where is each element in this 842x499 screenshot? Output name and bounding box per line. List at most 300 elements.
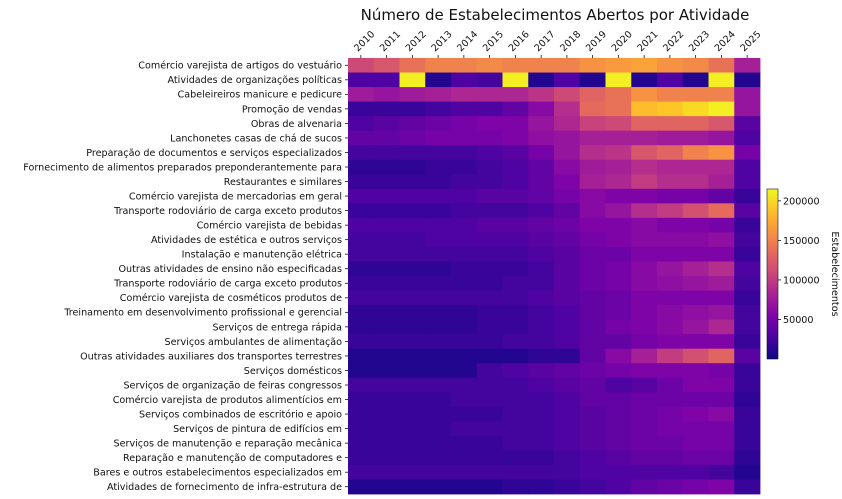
heatmap-cell bbox=[554, 73, 580, 88]
heatmap-cell bbox=[631, 189, 657, 204]
heatmap-cell bbox=[709, 349, 735, 364]
heatmap-cell bbox=[400, 378, 426, 393]
heatmap-cell bbox=[606, 378, 632, 393]
heatmap-cell bbox=[425, 58, 451, 73]
heatmap-cell bbox=[425, 363, 451, 378]
heatmap-cell bbox=[734, 116, 760, 131]
heatmap-cell bbox=[400, 407, 426, 422]
heatmap-cell bbox=[477, 261, 503, 276]
heatmap-cell bbox=[425, 261, 451, 276]
heatmap-cell bbox=[734, 189, 760, 204]
heatmap-cell bbox=[554, 305, 580, 320]
heatmap-cell bbox=[503, 291, 529, 306]
colorbar-tick-label: 200000 bbox=[783, 196, 820, 208]
heatmap-cell bbox=[477, 189, 503, 204]
heatmap-cell bbox=[631, 102, 657, 117]
heatmap-cell bbox=[503, 116, 529, 131]
y-tick-label: Comércio varejista de bebidas bbox=[196, 220, 342, 232]
heatmap-cell bbox=[374, 261, 400, 276]
y-tick-label: Cabeleireiros manicure e pedicure bbox=[177, 89, 342, 101]
heatmap-cell bbox=[400, 232, 426, 247]
heatmap-cell bbox=[374, 479, 400, 494]
heatmap-cell bbox=[631, 87, 657, 102]
heatmap-cell bbox=[734, 261, 760, 276]
heatmap-cell bbox=[554, 87, 580, 102]
heatmap-cell bbox=[348, 276, 374, 291]
heatmap-cell bbox=[683, 131, 709, 146]
heatmap-cell bbox=[554, 363, 580, 378]
heatmap-cell bbox=[631, 421, 657, 436]
heatmap-cell bbox=[606, 276, 632, 291]
heatmap-cell bbox=[400, 189, 426, 204]
heatmap-cell bbox=[425, 450, 451, 465]
heatmap-cell bbox=[580, 421, 606, 436]
heatmap-cell bbox=[683, 160, 709, 175]
heatmap-cell bbox=[503, 349, 529, 364]
heatmap-cell bbox=[734, 378, 760, 393]
heatmap-cell bbox=[606, 320, 632, 335]
heatmap-cell bbox=[631, 276, 657, 291]
heatmap-cell bbox=[451, 276, 477, 291]
heatmap-cell bbox=[374, 87, 400, 102]
heatmap-cell bbox=[709, 407, 735, 422]
heatmap-cell bbox=[503, 276, 529, 291]
x-tick-label: 2021 bbox=[635, 29, 661, 55]
heatmap-cell bbox=[425, 247, 451, 262]
heatmap-cell bbox=[477, 334, 503, 349]
heatmap-cell bbox=[348, 320, 374, 335]
heatmap-cell bbox=[528, 160, 554, 175]
heatmap-cell bbox=[528, 436, 554, 451]
heatmap-cell bbox=[606, 479, 632, 494]
heatmap-cell bbox=[734, 436, 760, 451]
heatmap-cell bbox=[683, 58, 709, 73]
heatmap-cell bbox=[683, 392, 709, 407]
heatmap-cell bbox=[709, 232, 735, 247]
heatmap-cell bbox=[425, 145, 451, 160]
heatmap-cell bbox=[477, 218, 503, 233]
heatmap-cell bbox=[606, 58, 632, 73]
heatmap-cell bbox=[374, 363, 400, 378]
heatmap-cell bbox=[606, 87, 632, 102]
heatmap-cell bbox=[348, 218, 374, 233]
heatmap-cell bbox=[683, 145, 709, 160]
heatmap-cell bbox=[580, 320, 606, 335]
heatmap-cell bbox=[374, 73, 400, 88]
heatmap-cell bbox=[683, 218, 709, 233]
heatmap-cell bbox=[348, 363, 374, 378]
heatmap-cell bbox=[657, 87, 683, 102]
heatmap-cell bbox=[528, 218, 554, 233]
y-tick-label: Atividades de fornecimento de infra-estrutura de bbox=[106, 482, 342, 494]
heatmap-cell bbox=[374, 145, 400, 160]
heatmap-cell bbox=[631, 261, 657, 276]
heatmap-cell bbox=[580, 218, 606, 233]
x-tick-label: 2013 bbox=[429, 29, 455, 55]
heatmap-cell bbox=[734, 218, 760, 233]
heatmap-cell bbox=[400, 73, 426, 88]
heatmap-cell bbox=[451, 479, 477, 494]
heatmap-cell bbox=[425, 87, 451, 102]
heatmap-cell bbox=[683, 261, 709, 276]
heatmap-cell bbox=[348, 102, 374, 117]
x-tick-label: 2014 bbox=[455, 29, 481, 55]
heatmap-cell bbox=[400, 87, 426, 102]
heatmap-cell bbox=[683, 247, 709, 262]
heatmap-cell bbox=[580, 87, 606, 102]
heatmap-cell bbox=[374, 407, 400, 422]
heatmap-cell bbox=[554, 247, 580, 262]
heatmap-cell bbox=[683, 421, 709, 436]
heatmap-cell bbox=[374, 392, 400, 407]
x-tick-label: 2023 bbox=[686, 29, 713, 55]
heatmap-cell bbox=[425, 479, 451, 494]
heatmap-cell bbox=[606, 450, 632, 465]
heatmap-cell bbox=[451, 87, 477, 102]
heatmap-cell bbox=[554, 232, 580, 247]
heatmap-cell bbox=[400, 160, 426, 175]
heatmap-cell bbox=[451, 291, 477, 306]
heatmap-cell bbox=[657, 218, 683, 233]
heatmap-cell bbox=[657, 189, 683, 204]
heatmap-cell bbox=[374, 247, 400, 262]
heatmap-cell bbox=[374, 421, 400, 436]
heatmap-cell bbox=[580, 73, 606, 88]
heatmap-cell bbox=[348, 160, 374, 175]
heatmap-cell bbox=[554, 291, 580, 306]
heatmap-cell bbox=[580, 392, 606, 407]
heatmap-cell bbox=[348, 407, 374, 422]
y-tick-label: Comércio varejista de artigos do vestuário bbox=[138, 60, 342, 72]
heatmap-cell bbox=[683, 436, 709, 451]
heatmap-cell bbox=[580, 232, 606, 247]
heatmap-cell bbox=[657, 145, 683, 160]
heatmap-cell bbox=[709, 203, 735, 218]
heatmap-cell bbox=[348, 378, 374, 393]
heatmap-cell bbox=[657, 291, 683, 306]
heatmap-cell bbox=[477, 87, 503, 102]
heatmap-cell bbox=[348, 334, 374, 349]
heatmap-cell bbox=[528, 421, 554, 436]
heatmap-cell bbox=[657, 378, 683, 393]
colorbar-tick-label: 100000 bbox=[783, 275, 820, 287]
heatmap-cell bbox=[683, 378, 709, 393]
heatmap-cell bbox=[503, 73, 529, 88]
heatmap-cell bbox=[683, 87, 709, 102]
heatmap-cell bbox=[477, 450, 503, 465]
heatmap-cell bbox=[631, 232, 657, 247]
heatmap-cell bbox=[606, 174, 632, 189]
heatmap-cell bbox=[683, 189, 709, 204]
heatmap-cell bbox=[554, 421, 580, 436]
heatmap-cell bbox=[503, 334, 529, 349]
heatmap-cell bbox=[683, 174, 709, 189]
heatmap-cell bbox=[709, 247, 735, 262]
heatmap-cell bbox=[374, 189, 400, 204]
heatmap-cell bbox=[451, 218, 477, 233]
heatmap-cell bbox=[400, 174, 426, 189]
heatmap-cell bbox=[374, 218, 400, 233]
heatmap-cell bbox=[709, 145, 735, 160]
heatmap-cell bbox=[503, 407, 529, 422]
y-tick-label: Comércio varejista de cosméticos produtos de bbox=[119, 293, 342, 305]
heatmap-cell bbox=[451, 320, 477, 335]
heatmap-cell bbox=[657, 479, 683, 494]
heatmap-cell bbox=[606, 189, 632, 204]
heatmap-cell bbox=[503, 174, 529, 189]
heatmap-cell bbox=[477, 58, 503, 73]
heatmap-cell bbox=[348, 479, 374, 494]
heatmap-cell bbox=[580, 378, 606, 393]
x-tick-label: 2025 bbox=[738, 29, 764, 55]
heatmap-cell bbox=[425, 232, 451, 247]
y-tick-label: Atividades de estética e outros serviços bbox=[150, 235, 342, 247]
heatmap-cell bbox=[580, 116, 606, 131]
heatmap-cell bbox=[734, 73, 760, 88]
heatmap-cell bbox=[554, 218, 580, 233]
heatmap-cell bbox=[425, 291, 451, 306]
heatmap-cell bbox=[425, 174, 451, 189]
heatmap-cell bbox=[528, 87, 554, 102]
heatmap-cell bbox=[425, 160, 451, 175]
heatmap-cell bbox=[451, 436, 477, 451]
heatmap-cell bbox=[528, 407, 554, 422]
heatmap-cell bbox=[606, 392, 632, 407]
heatmap-cell bbox=[400, 363, 426, 378]
y-tick-label: Restaurantes e similares bbox=[223, 176, 342, 188]
heatmap-cell bbox=[477, 392, 503, 407]
x-tick-label: 2010 bbox=[352, 29, 378, 55]
heatmap-cell bbox=[709, 87, 735, 102]
heatmap-cell bbox=[709, 102, 735, 117]
heatmap-cell bbox=[734, 232, 760, 247]
heatmap-cell bbox=[348, 436, 374, 451]
heatmap-cell bbox=[528, 276, 554, 291]
y-tick-label: Atividades de organizações políticas bbox=[167, 75, 342, 87]
heatmap-cell bbox=[631, 145, 657, 160]
y-tick-label: Outras atividades auxiliares dos transportes terrestres bbox=[80, 351, 342, 363]
heatmap-cell bbox=[425, 276, 451, 291]
heatmap-cell bbox=[425, 334, 451, 349]
heatmap-cell bbox=[503, 392, 529, 407]
chart-title: Número de Estabelecimentos Abertos por Atividade bbox=[360, 6, 750, 24]
heatmap-cell bbox=[580, 305, 606, 320]
heatmap-cell bbox=[683, 73, 709, 88]
heatmap-cell bbox=[400, 247, 426, 262]
heatmap-cell bbox=[683, 305, 709, 320]
heatmap-cell bbox=[734, 276, 760, 291]
heatmap-cell bbox=[477, 247, 503, 262]
heatmap-cell bbox=[734, 247, 760, 262]
heatmap-cell bbox=[451, 174, 477, 189]
heatmap-cell bbox=[400, 291, 426, 306]
heatmap-cell bbox=[451, 232, 477, 247]
heatmap-cell bbox=[477, 102, 503, 117]
y-tick-label: Serviços de pintura de edifícios em bbox=[173, 424, 342, 435]
heatmap-cell bbox=[709, 58, 735, 73]
heatmap-cell bbox=[606, 334, 632, 349]
heatmap-cell bbox=[528, 392, 554, 407]
heatmap-cell bbox=[709, 436, 735, 451]
colorbar-label: Estabelecimentos bbox=[829, 231, 840, 317]
heatmap-cell bbox=[657, 436, 683, 451]
heatmap-cell bbox=[451, 102, 477, 117]
heatmap-cell bbox=[451, 203, 477, 218]
y-tick-label: Promoção de vendas bbox=[241, 104, 342, 116]
heatmap-cell bbox=[503, 261, 529, 276]
heatmap-cell bbox=[580, 407, 606, 422]
heatmap-cell bbox=[528, 320, 554, 335]
heatmap-cell bbox=[400, 145, 426, 160]
heatmap-cell bbox=[709, 131, 735, 146]
heatmap-cell bbox=[606, 305, 632, 320]
heatmap-cell bbox=[374, 320, 400, 335]
heatmap-cell bbox=[554, 174, 580, 189]
heatmap-cell bbox=[683, 320, 709, 335]
heatmap-cell bbox=[734, 305, 760, 320]
heatmap-cell bbox=[631, 363, 657, 378]
heatmap-cell bbox=[451, 421, 477, 436]
heatmap-cell bbox=[451, 131, 477, 146]
heatmap-cell bbox=[477, 465, 503, 480]
heatmap-cell bbox=[734, 160, 760, 175]
x-tick-label: 2022 bbox=[661, 29, 687, 55]
y-tick-label: Lanchonetes casas de chá de sucos bbox=[170, 133, 342, 145]
heatmap-cell bbox=[606, 145, 632, 160]
heatmap-cell bbox=[348, 87, 374, 102]
heatmap-cell bbox=[554, 160, 580, 175]
heatmap-cell bbox=[709, 378, 735, 393]
heatmap-cell bbox=[528, 145, 554, 160]
heatmap-cell bbox=[580, 479, 606, 494]
heatmap-cell bbox=[477, 131, 503, 146]
heatmap-cell bbox=[631, 174, 657, 189]
heatmap-cell bbox=[425, 378, 451, 393]
heatmap-cell bbox=[657, 160, 683, 175]
heatmap-cell bbox=[734, 450, 760, 465]
heatmap-cell bbox=[631, 203, 657, 218]
heatmap-cell bbox=[683, 450, 709, 465]
heatmap-cell bbox=[554, 116, 580, 131]
heatmap-cell bbox=[400, 320, 426, 335]
heatmap-cell bbox=[734, 363, 760, 378]
heatmap-cell bbox=[580, 436, 606, 451]
heatmap-cell bbox=[400, 131, 426, 146]
heatmap-cell bbox=[451, 261, 477, 276]
heatmap-cell bbox=[477, 320, 503, 335]
y-tick-label: Serviços de entrega rápida bbox=[212, 322, 342, 334]
heatmap-cell bbox=[528, 349, 554, 364]
heatmap-cell bbox=[554, 378, 580, 393]
heatmap-cell bbox=[503, 145, 529, 160]
heatmap-cell bbox=[734, 465, 760, 480]
heatmap-cell bbox=[425, 320, 451, 335]
heatmap-cell bbox=[348, 450, 374, 465]
heatmap-cell bbox=[631, 247, 657, 262]
heatmap-cell bbox=[528, 203, 554, 218]
heatmap-cell bbox=[606, 73, 632, 88]
heatmap-cell bbox=[631, 349, 657, 364]
heatmap-cell bbox=[528, 334, 554, 349]
heatmap-cell bbox=[606, 131, 632, 146]
heatmap-cell bbox=[400, 203, 426, 218]
heatmap-cell bbox=[503, 305, 529, 320]
heatmap-cell bbox=[709, 174, 735, 189]
y-tick-label: Treinamento em desenvolvimento profissional e gerencial bbox=[64, 307, 342, 319]
y-tick-label: Comércio varejista de mercadorias em geral bbox=[128, 191, 342, 203]
heatmap-cell bbox=[528, 189, 554, 204]
y-tick-label: Reparação e manutenção de computadores e bbox=[122, 453, 342, 465]
heatmap-cell bbox=[425, 305, 451, 320]
heatmap-cell bbox=[631, 160, 657, 175]
heatmap-cell bbox=[631, 131, 657, 146]
heatmap-cell bbox=[503, 87, 529, 102]
heatmap-cell bbox=[631, 407, 657, 422]
heatmap-cell bbox=[503, 421, 529, 436]
heatmap-cell bbox=[477, 174, 503, 189]
heatmap-cell bbox=[425, 102, 451, 117]
heatmap-cell bbox=[709, 276, 735, 291]
heatmap-cell bbox=[683, 334, 709, 349]
heatmap-cell bbox=[503, 218, 529, 233]
heatmap-cell bbox=[503, 189, 529, 204]
heatmap-cell bbox=[425, 73, 451, 88]
heatmap-cell bbox=[528, 232, 554, 247]
heatmap-cell bbox=[528, 102, 554, 117]
heatmap-cell bbox=[606, 160, 632, 175]
heatmap-cell bbox=[528, 131, 554, 146]
heatmap-cell bbox=[580, 203, 606, 218]
y-tick-label: Fornecimento de alimentos preparados preponderantemente para bbox=[23, 162, 342, 174]
y-tick-label: Preparação de documentos e serviços especializados bbox=[86, 147, 342, 159]
heatmap-cell bbox=[425, 131, 451, 146]
heatmap-cell bbox=[709, 160, 735, 175]
x-tick-label: 2018 bbox=[558, 29, 584, 55]
heatmap-cell bbox=[503, 479, 529, 494]
heatmap-cell bbox=[554, 276, 580, 291]
heatmap-cell bbox=[657, 261, 683, 276]
heatmap-cell bbox=[554, 189, 580, 204]
heatmap-cell bbox=[400, 392, 426, 407]
heatmap-cell bbox=[451, 334, 477, 349]
heatmap-cell bbox=[374, 174, 400, 189]
heatmap-cell bbox=[554, 334, 580, 349]
heatmap-cell bbox=[348, 247, 374, 262]
heatmap-cell bbox=[657, 450, 683, 465]
heatmap-cell bbox=[580, 145, 606, 160]
y-tick-label: Serviços combinados de escritório e apoio bbox=[139, 409, 342, 421]
heatmap-cell bbox=[477, 378, 503, 393]
heatmap-cell bbox=[477, 407, 503, 422]
y-tick-label: Comércio varejista de produtos alimentícios em bbox=[112, 394, 342, 406]
heatmap-cell bbox=[631, 479, 657, 494]
y-tick-label: Serviços ambulantes de alimentação bbox=[164, 336, 342, 348]
heatmap-cell bbox=[477, 291, 503, 306]
heatmap-cell bbox=[503, 58, 529, 73]
heatmap-cell bbox=[554, 465, 580, 480]
heatmap-cell bbox=[631, 320, 657, 335]
x-tick-label: 2020 bbox=[609, 29, 635, 55]
heatmap-cell bbox=[657, 232, 683, 247]
heatmap-cell bbox=[554, 102, 580, 117]
heatmap-cell bbox=[580, 58, 606, 73]
heatmap-cell bbox=[734, 407, 760, 422]
heatmap-cell bbox=[451, 450, 477, 465]
heatmap-cell bbox=[657, 203, 683, 218]
heatmap-cell bbox=[348, 189, 374, 204]
heatmap-cell bbox=[631, 334, 657, 349]
heatmap-cell bbox=[709, 291, 735, 306]
